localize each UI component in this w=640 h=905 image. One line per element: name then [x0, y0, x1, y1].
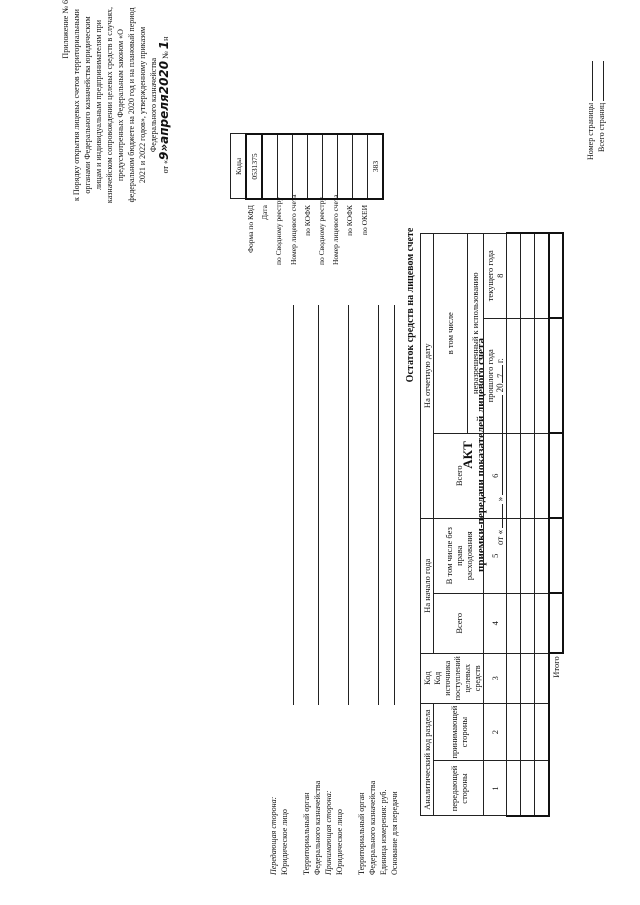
field-line [348, 305, 349, 705]
code-value [323, 134, 338, 199]
code-label: по ОКЕИ [359, 205, 369, 236]
appendix-order-line: от «9»апреля2020 № 1н [157, 36, 171, 174]
col-num: текущего года 8 [484, 233, 507, 318]
appendix-note [60, 0, 171, 250]
col-num: 6 [484, 433, 507, 518]
code-label: по Сводному реестру [274, 196, 284, 265]
territorial-body-label: Территориальный орган Федерального казначейства [302, 780, 322, 875]
appendix-line: предусмотренных Федеральным законом «О [116, 29, 125, 181]
codes-header: Коды [231, 134, 247, 199]
field-line [394, 305, 395, 705]
code-label: Номер лицевого счета [288, 194, 298, 265]
th-including: в том числе [434, 233, 468, 433]
col-num: 2 [484, 703, 507, 761]
th-analytic: Аналитический код раздела [421, 703, 434, 816]
unit-label: Единица измерения: руб. [379, 789, 388, 875]
code-label: по Сводному реестру [317, 196, 327, 265]
code-value [293, 134, 308, 199]
col-num: 1 [484, 761, 507, 816]
col-num: 3 [484, 653, 507, 703]
party-labels [268, 755, 400, 875]
balance-table [420, 232, 564, 817]
balance-title: Остаток средств на лицевом счете [405, 227, 416, 383]
code-value: 383 [368, 134, 384, 199]
balance-table-wrap [420, 232, 564, 817]
code-value [338, 134, 353, 199]
th-receiving: принимающей стороны [434, 703, 484, 761]
handwritten-number: 1 [157, 40, 171, 50]
code-label: Номер лицевого счета [331, 194, 341, 265]
field-line [378, 305, 379, 705]
code-label: по КОФК [302, 205, 312, 236]
col-num: 4 [484, 593, 507, 653]
code-value: 0531375 [246, 134, 262, 199]
th-start: На начало года [421, 518, 434, 653]
th-report: На отчетную дату [421, 233, 434, 518]
col-num: прошлого года 7 [484, 318, 507, 433]
date-line: от « » 20 г. [495, 358, 505, 545]
territorial-body-label: Территориальный орган Федерального казначейства [357, 780, 377, 875]
page-footer [585, 61, 607, 160]
receiving-heading: Принимающая сторона: [324, 790, 333, 875]
appendix-line: федеральном бюджете на 2020 год и на плановый период [127, 7, 136, 203]
document-subtitle: приемки-передачи показателей лицевого счета [475, 338, 487, 572]
transferring-heading: Передающая сторона: [269, 796, 278, 875]
total-pages-label: Всего страниц [597, 102, 606, 152]
code-value [308, 134, 323, 199]
appendix-line: 2021 и 2022 годов», утвержденному приказом [138, 26, 147, 184]
codes-grid [230, 133, 384, 200]
appendix-line: Федерального казначейства [149, 57, 158, 153]
th-incl-no-right: В том числе без права расходования [434, 518, 484, 593]
legal-entity-label: Юридическое лицо [335, 809, 344, 875]
col-num: 5 [484, 518, 507, 593]
code-label: Форма по КФД [246, 205, 255, 253]
appendix-line: органами Федерального казначейства юридическим [83, 16, 92, 194]
field-line [318, 305, 319, 705]
legal-entity-label: Юридическое лицо [280, 809, 289, 875]
appendix-line: Приложение № 6 [61, 0, 70, 59]
appendix-line: казначейском сопровождении целевых средств в случаях, [105, 6, 114, 204]
th-total-start: Всего [434, 593, 484, 653]
code-label: по КОФК [345, 205, 355, 236]
codes-labels [230, 194, 372, 265]
basis-label: Основание для передачи [390, 791, 399, 875]
appendix-line: лицам и индивидуальным предпринимателям при [94, 20, 103, 190]
code-value [353, 134, 368, 199]
page-number-label: Номер страницы [586, 102, 595, 160]
handwritten-date: 9»апреля2020 [157, 60, 171, 161]
th-total-report: Всего [434, 433, 484, 518]
code-label: Дата [260, 205, 270, 220]
document-title: АКТ [460, 441, 475, 469]
th-transferring: передающей стороны [434, 761, 484, 816]
total-label: Итого [551, 656, 561, 678]
codes-box [230, 133, 384, 200]
th-source-code: Код Код источника поступлений целевых средств [421, 653, 484, 703]
code-value [278, 134, 293, 199]
field-line [293, 305, 294, 705]
code-value [262, 134, 278, 199]
appendix-line: к Порядку открытия лицевых счетов территориальными [72, 9, 81, 201]
th-unused: неразрешенный к использованию [467, 233, 484, 433]
